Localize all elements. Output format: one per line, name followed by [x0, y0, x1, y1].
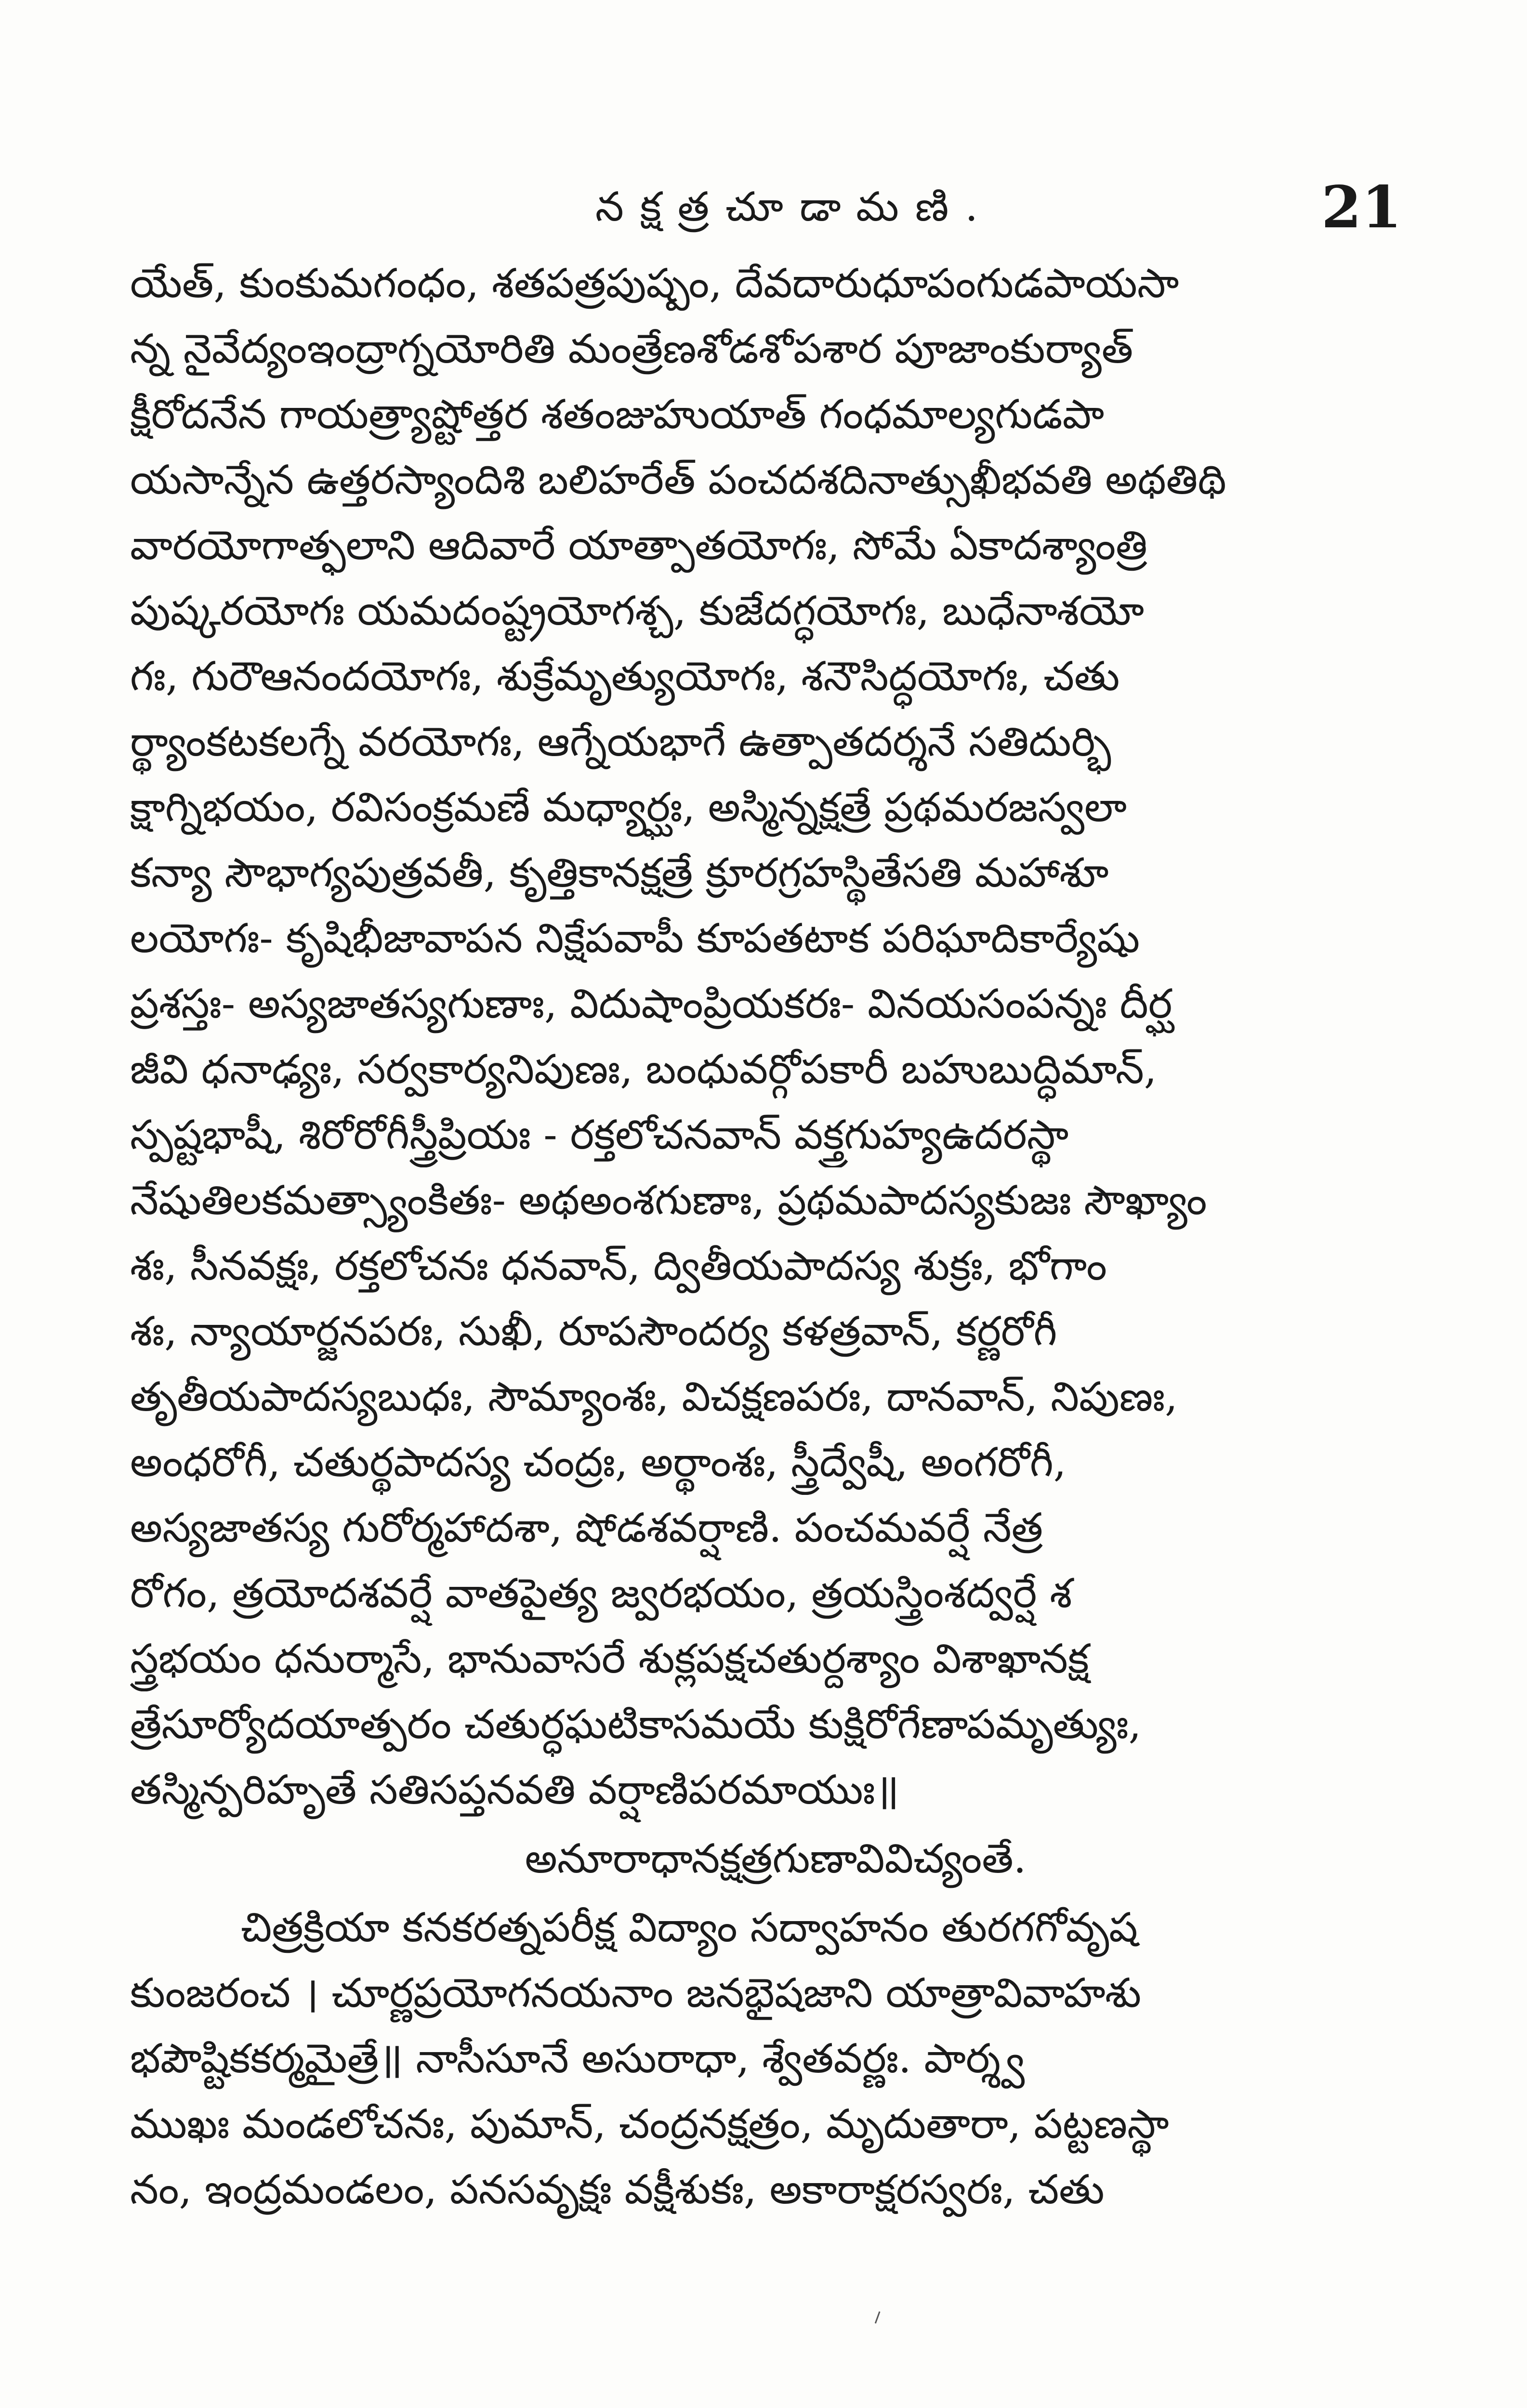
text-line: వారయోగాత్ఫలాని ఆదివారే యాత్పాతయోగః, సోమే ఏకాదశ్యాంత్రి — [130, 522, 1147, 569]
text-line: కుంజరంచ । చూర్ణప్రయోగనయనాం జనభైషజాని యాత్రావివాహశు — [130, 1969, 1142, 2016]
section-heading: అనూరాధానక్షత్రగుణావివిచ్యంతే. — [525, 1835, 1027, 1882]
text-line: తస్మిన్పరిహృతే సతిసప్తనవతి వర్షాణిపరమాయుః॥ — [130, 1766, 899, 1813]
text-line: శః, సీనవక్షః, రక్తలోచనః ధనవాన్, ద్వితీయపాదస్య శుక్రః, భోగాం — [130, 1242, 1107, 1289]
text-line: స్పష్టభాషీ, శిరోరోగీస్త్రీప్రియః - రక్తలోచనవాన్ వక్త్రగుహ్యఉదరస్థా — [130, 1111, 1069, 1158]
text-line: జీవి ధనాఢ్యః, సర్వకార్యనిపుణః, బంధువర్గోపకారీ బహుబుద్ధిమాన్, — [130, 1046, 1157, 1093]
text-line: అస్యజాతస్య గురోర్మహాదశా, షోడశవర్షాణి. పంచమవర్షే నేత్ర — [130, 1504, 1043, 1551]
text-line: భపౌష్టికకర్మమైత్రే॥ నాసీసూనే అసురాధా, శ్వేతవర్ణః. పార్శ్వ — [130, 2035, 1025, 2082]
text-line: క్షీరోదనేన గాయత్ర్యాష్టోత్తర శతంజుహుయాత్ గంధమాల్యగుడపా — [130, 391, 1105, 438]
text-line: ప్రశస్తః- అస్యజాతస్యగుణాః, విదుషాంప్రియకరః- వినయసంపన్నః దీర్ఘ — [130, 980, 1172, 1027]
text-line: యసాన్నేన ఉత్తరస్యాందిశి బలిహరేత్ పంచదశదినాత్సుఖీభవతి అథతిథి — [130, 456, 1226, 503]
text-line: క్షాగ్నిభయం, రవిసంక్రమణే మధ్యార్ఘః, అస్మిన్నక్షత్రే ప్రథమరజస్వలా — [130, 784, 1127, 831]
text-line: పుష్కరయోగః యమదంష్ట్రయోగశ్చ, కుజేదగ్ధయోగః, బుధేనాశయో — [130, 587, 1145, 634]
text-line: రోగం, త్రయోదశవర్షే వాతపైత్య జ్వరభయం, త్రయస్త్రింశద్వర్షే శ — [130, 1570, 1072, 1617]
text-line: నం, ఇంద్రమండలం, పనసవృక్షః వక్షీశుకః, అకారాక్షరస్వరః, చతు — [130, 2166, 1105, 2213]
ink-mark — [875, 2311, 883, 2325]
body-text — [130, 250, 1392, 2222]
text-line: శః, న్యాయార్జనపరః, సుఖీ, రూపసౌందర్య కళత్రవాన్, కర్ణరోగీ — [130, 1308, 1057, 1355]
text-line: న్న నైవేద్యంఇంద్రాగ్నయోరితి మంత్రేణశోడశోపశార పూజాంకుర్యాత్ — [130, 325, 1133, 372]
text-line: ముఖః మండలోచనః, పుమాన్, చంద్రనక్షత్రం, మృదుతారా, పట్టణస్థా — [130, 2100, 1169, 2147]
page-number: 21 — [1321, 173, 1402, 241]
text-line: తృతీయపాదస్యబుధః, సౌమ్యాంశః, విచక్షణపరః, దానవాన్, నిపుణః, — [130, 1373, 1178, 1420]
text-line: ర్థ్యాంకటకలగ్నే వరయోగః, ఆగ్నేయభాగే ఉత్పాతదర్శనే సతిదుర్భి — [130, 718, 1111, 765]
running-title: నక్షత్రచూడామణి. — [595, 183, 995, 230]
text-line: కన్యా సౌభాగ్యపుత్రవతీ, కృత్తికానక్షత్రే క్రూరగ్రహస్థితేసతి మహాశూ — [130, 849, 1109, 896]
text-line: గః, గురౌఆనందయోగః, శుక్రేమృత్యుయోగః, శనౌసిద్ధయోగః, చతు — [130, 653, 1120, 700]
text-line: లయోగః- కృషిభీజావాపన నిక్షేపవాపీ కూపతటాక పరిఘాదికార్యేషు — [130, 915, 1140, 962]
text-line: నేషుతిలకమత్స్యాంకితః- అథఅంశగుణాః, ప్రథమపాదస్యకుజః సౌఖ్యాం — [130, 1177, 1207, 1224]
text-line: స్త్రభయం ధనుర్మాసే, భానువాసరే శుక్లపక్షచతుర్దశ్యాం విశాఖానక్ష — [130, 1635, 1089, 1682]
text-line: త్రేసూర్యోదయాత్పరం చతుర్ధఘటికాసమయే కుక్షిరోగేణాపమృత్యుః, — [130, 1701, 1142, 1748]
text-line: చిత్రక్రియా కనకరత్నపరీక్ష విద్యాం సద్వాహనం తురగగోవృష — [241, 1904, 1138, 1951]
text-line: అంధరోగీ, చతుర్థపాదస్య చంద్రః, అర్థాంశః, స్త్రీద్వేషీ, అంగరోగీ, — [130, 1439, 1066, 1486]
text-line: యేత్, కుంకుమగంధం, శతపత్రపుష్పం, దేవదారుధూపంగుడపాయసా — [130, 260, 1179, 307]
